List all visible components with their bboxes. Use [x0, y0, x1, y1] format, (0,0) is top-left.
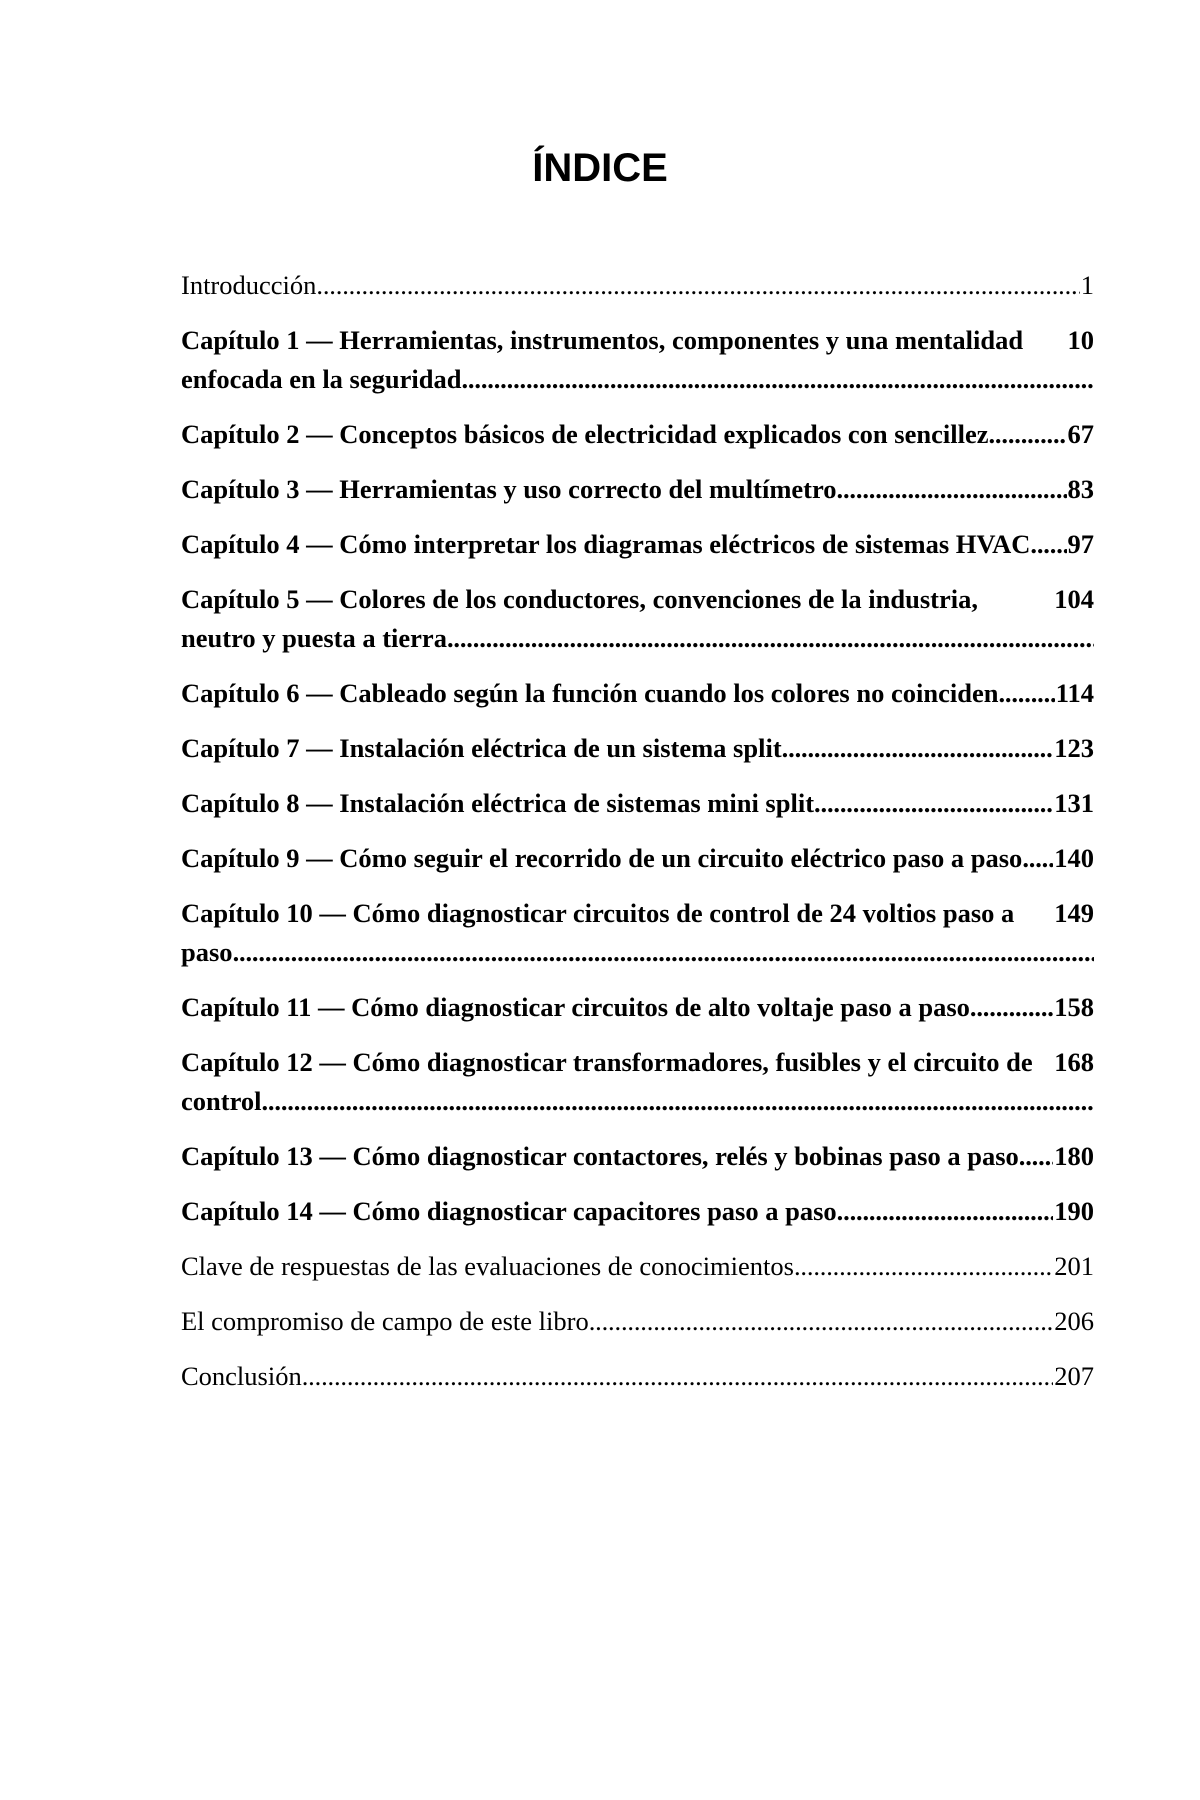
toc-entry-title: Capítulo 1 — Herramientas, instrumentos, componentes y una mentalidad enfocada en la seguridad . . . — [181, 325, 1023, 394]
toc-entry-title: Capítulo 9 — Cómo seguir el recorrido de un circuito eléctrico paso a paso . . . — [181, 843, 1022, 873]
toc-entry-title: Capítulo 11 — Cómo diagnosticar circuitos de alto voltaje paso a paso . . . — [181, 992, 970, 1022]
toc-entry[interactable] — [181, 1192, 1094, 1231]
toc-entry[interactable] — [181, 415, 1094, 454]
toc-entry-page-number: 158 — [1053, 988, 1094, 1027]
toc-entry-page-number: 190 — [1053, 1192, 1094, 1231]
toc-entry-title: Clave de respuestas de las evaluaciones de conocimientos . . . — [181, 1251, 794, 1281]
table-of-contents — [181, 266, 1094, 1412]
toc-entry-title: Capítulo 13 — Cómo diagnosticar contactores, relés y bobinas paso a paso . . . — [181, 1141, 1019, 1171]
toc-entry-page-number: 114 — [1055, 674, 1094, 713]
toc-entry-title: El compromiso de campo de este libro . . . — [181, 1306, 589, 1336]
toc-entry-title: Capítulo 2 — Conceptos básicos de electricidad explicados con sencillez . . . — [181, 419, 988, 449]
toc-entry[interactable] — [181, 784, 1094, 823]
toc-entry-title: Capítulo 6 — Cableado según la función cuando los colores no coinciden . . . — [181, 678, 998, 708]
toc-entry-title: Conclusión . . . — [181, 1361, 302, 1391]
toc-entry-page-number: 201 — [1053, 1247, 1094, 1286]
toc-entry-title: Capítulo 8 — Instalación eléctrica de sistemas mini split . . . — [181, 788, 814, 818]
toc-entry[interactable] — [181, 525, 1094, 564]
toc-entry-page-number: 10 — [1067, 321, 1095, 360]
toc-entry[interactable] — [181, 1247, 1094, 1286]
toc-entry-page-number: 123 — [1053, 729, 1094, 768]
toc-entry-title: Introducción . . . — [181, 270, 316, 300]
toc-entry-title: Capítulo 7 — Instalación eléctrica de un sistema split . . . — [181, 733, 782, 763]
toc-entry-page-number: 67 — [1067, 415, 1095, 454]
toc-entry[interactable] — [181, 894, 1094, 972]
page-title: ÍNDICE — [532, 146, 668, 190]
toc-entry-page-number: 140 — [1053, 839, 1094, 878]
toc-entry[interactable] — [181, 321, 1094, 399]
toc-entry-title: Capítulo 4 — Cómo interpretar los diagramas eléctricos de sistemas HVAC . . . — [181, 529, 1030, 559]
toc-entry-title: Capítulo 12 — Cómo diagnosticar transformadores, fusibles y el circuito de control . . . — [181, 1047, 1033, 1116]
toc-entry-title: Capítulo 14 — Cómo diagnosticar capacitores paso a paso . . . — [181, 1196, 837, 1226]
toc-entry[interactable] — [181, 266, 1094, 305]
toc-entry-title: Capítulo 5 — Colores de los conductores, convenciones de la industria, neutro y puesta a tierra . . . — [181, 584, 978, 653]
toc-entry-title: Capítulo 3 — Herramientas y uso correcto del multímetro . . . — [181, 474, 837, 504]
toc-entry-page-number: 207 — [1053, 1357, 1094, 1396]
toc-entry-page-number: 206 — [1053, 1302, 1094, 1341]
toc-entry[interactable] — [181, 1043, 1094, 1121]
toc-entry-page-number: 131 — [1053, 784, 1094, 823]
toc-entry[interactable] — [181, 729, 1094, 768]
toc-entry-page-number: 104 — [1053, 580, 1094, 619]
toc-entry-page-number: 149 — [1053, 894, 1094, 933]
toc-entry[interactable] — [181, 1302, 1094, 1341]
toc-entry-page-number: 83 — [1067, 470, 1095, 509]
toc-entry[interactable] — [181, 988, 1094, 1027]
toc-entry-page-number: 168 — [1053, 1043, 1094, 1082]
toc-entry[interactable] — [181, 839, 1094, 878]
toc-entry[interactable] — [181, 1357, 1094, 1396]
toc-entry[interactable] — [181, 1137, 1094, 1176]
toc-entry[interactable] — [181, 470, 1094, 509]
toc-entry-page-number: 180 — [1053, 1137, 1094, 1176]
toc-entry[interactable] — [181, 580, 1094, 658]
toc-entry-page-number: 97 — [1067, 525, 1095, 564]
toc-entry[interactable] — [181, 674, 1094, 713]
toc-entry-title: Capítulo 10 — Cómo diagnosticar circuitos de control de 24 voltios paso a paso . . . — [181, 898, 1014, 967]
toc-entry-page-number: 1 — [1080, 266, 1094, 305]
